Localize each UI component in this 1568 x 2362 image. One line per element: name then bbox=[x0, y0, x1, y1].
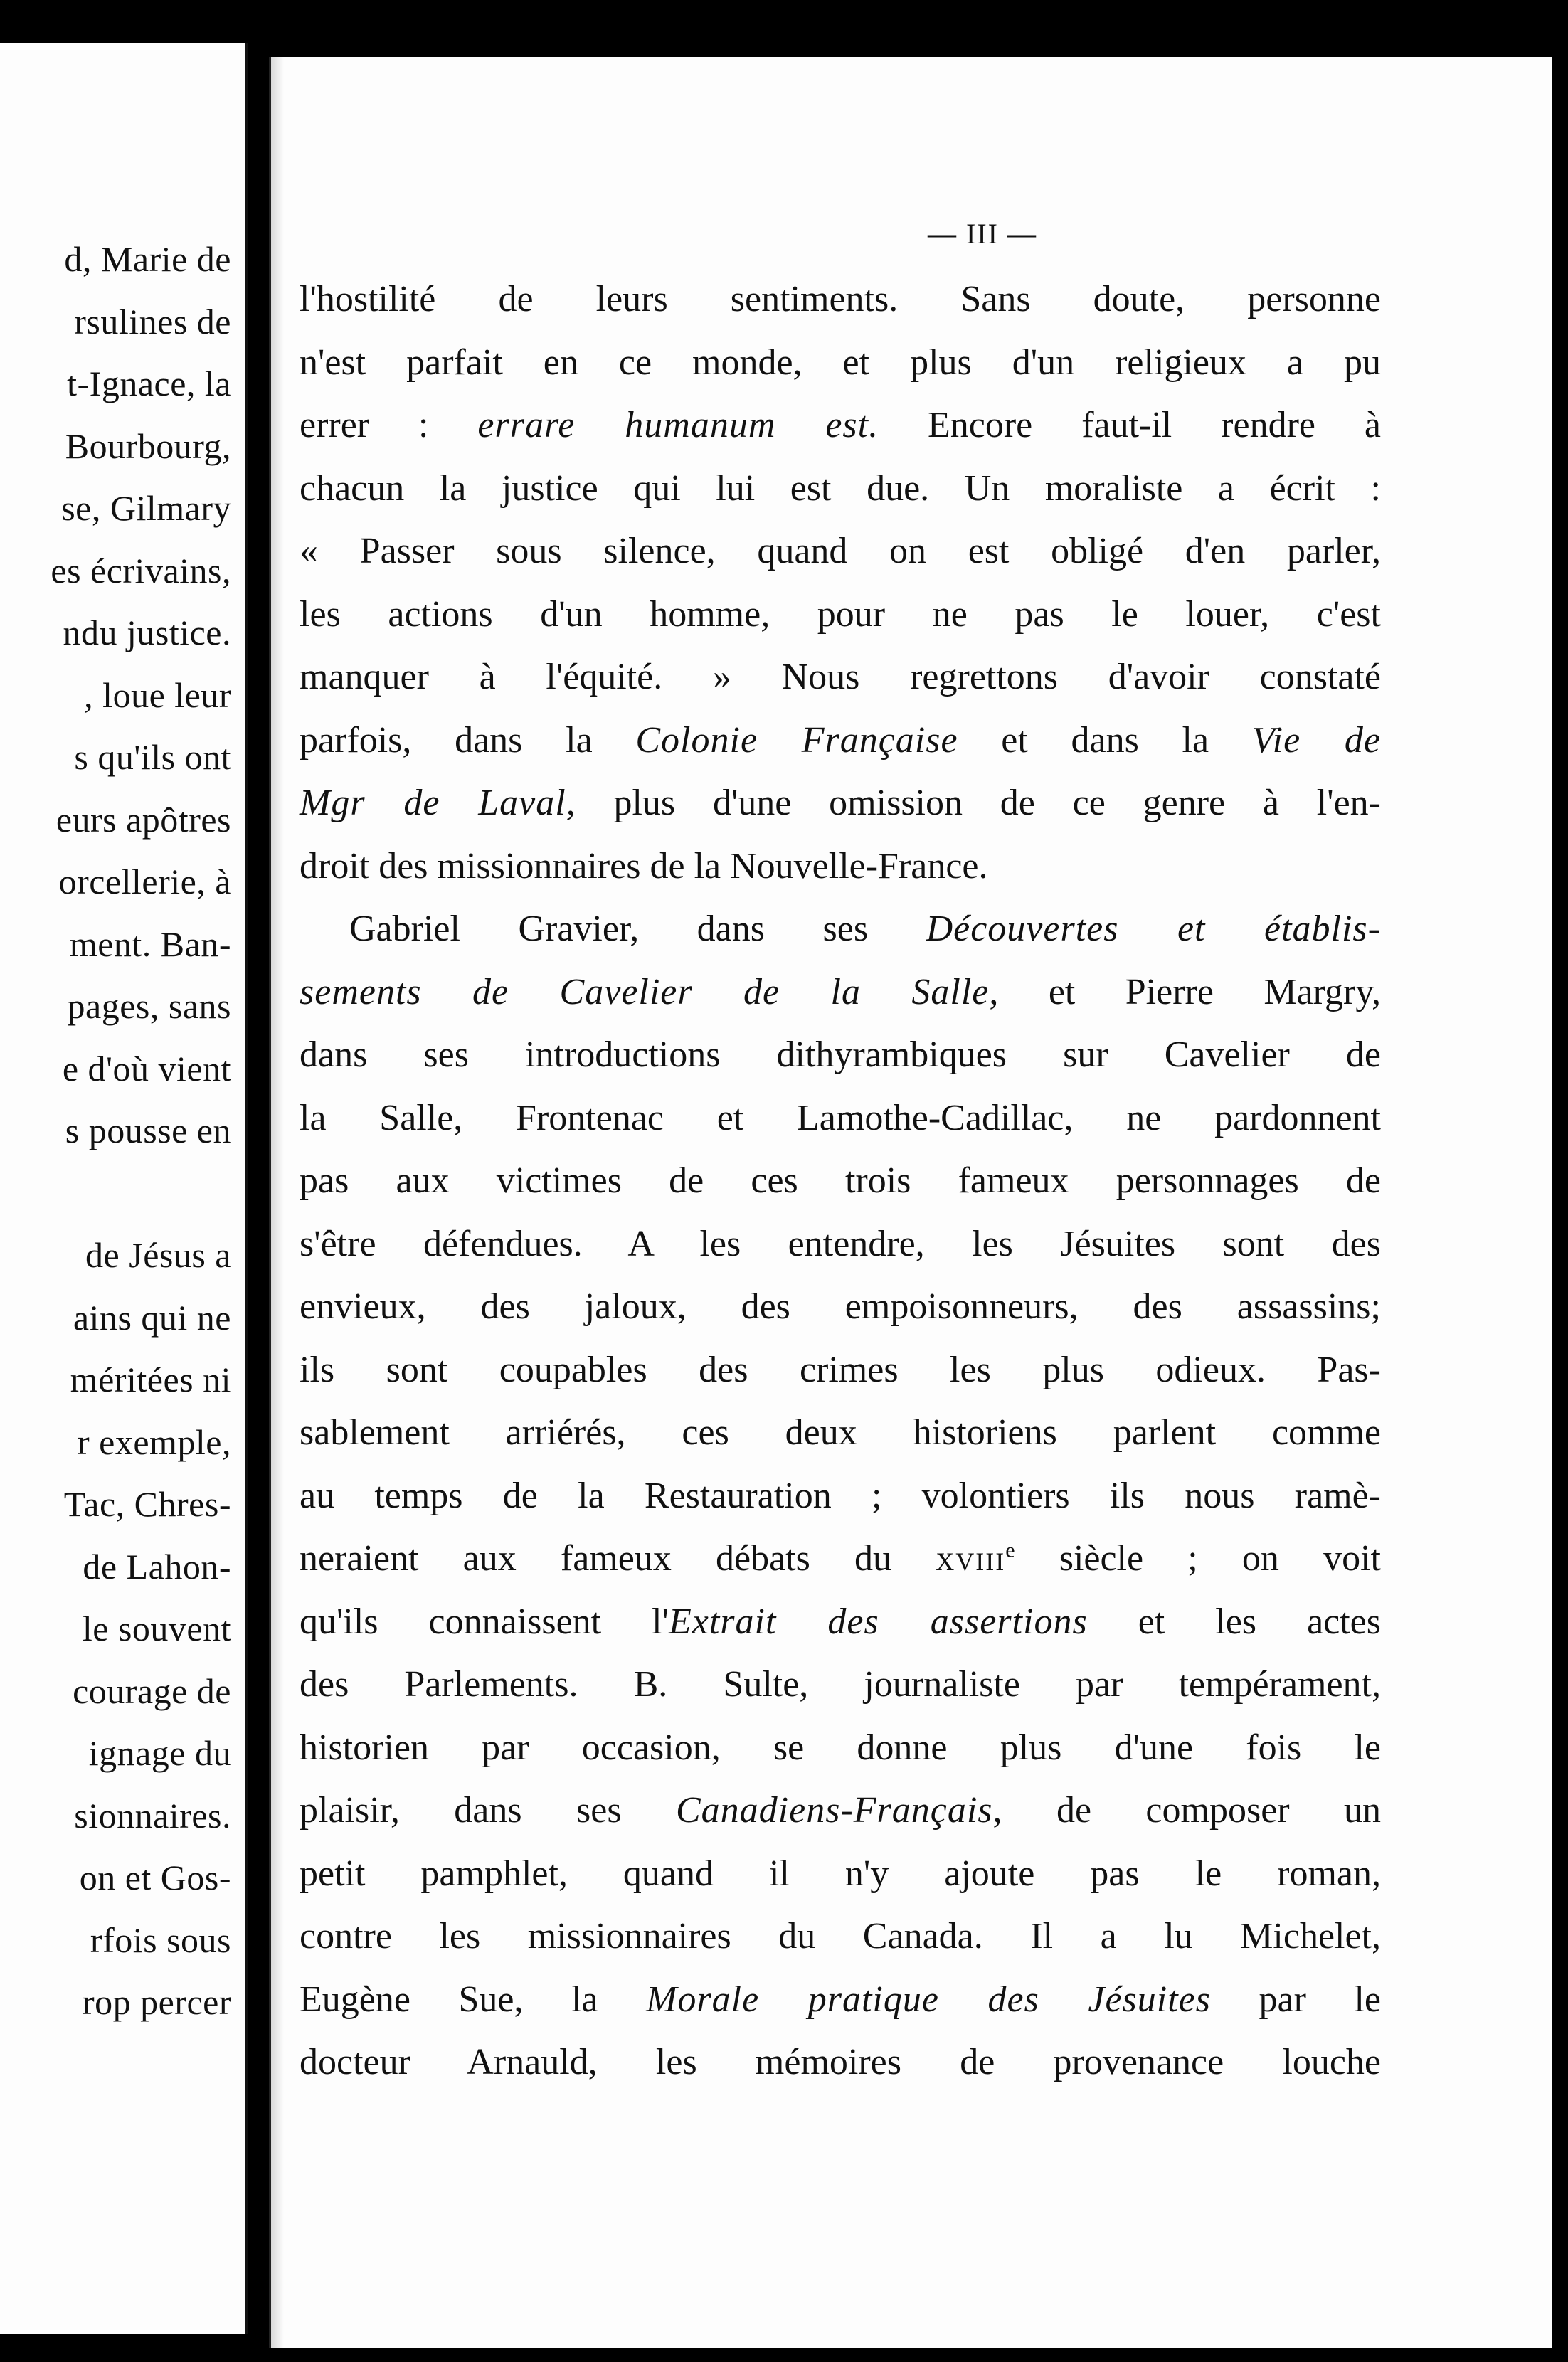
text-line bbox=[300, 1411, 1381, 1455]
italic-text: Découvertes et établis- bbox=[926, 909, 1381, 949]
text-line bbox=[300, 907, 1381, 951]
text-run: , et Pierre Margry, bbox=[989, 971, 1381, 1012]
italic-text: Extrait des assertions bbox=[668, 1601, 1088, 1642]
text-run: , de composer un bbox=[992, 1790, 1381, 1831]
left-page-line: r exemple, bbox=[77, 1421, 231, 1462]
text-run: Eugène Sue, la bbox=[300, 1979, 647, 2020]
text-run: errer : bbox=[300, 405, 478, 445]
left-page-line: t-Ignace, la bbox=[67, 364, 231, 403]
left-page-line: se, Gilmary bbox=[61, 488, 231, 528]
text-run: n'est parfait en ce monde, et plus d'un religieux a pu bbox=[300, 341, 1381, 383]
text-line bbox=[300, 2040, 1381, 2085]
text-line bbox=[300, 1600, 1381, 1644]
left-page-line: on et Gos- bbox=[79, 1858, 231, 1897]
left-page-line: rop percer bbox=[82, 1982, 231, 2022]
left-page-line: ains qui ne bbox=[73, 1297, 231, 1338]
italic-text: Vie de bbox=[1251, 719, 1381, 761]
page-number: — III — bbox=[928, 218, 1037, 250]
left-page-line: de Lahon- bbox=[83, 1546, 231, 1587]
left-page-line: orcellerie, à bbox=[58, 862, 231, 901]
text-run: docteur Arnauld, les mémoires de provenance louche bbox=[300, 2042, 1381, 2082]
text-run: Gabriel Gravier, dans ses bbox=[349, 909, 926, 949]
text-run: et les actes bbox=[1087, 1601, 1381, 1642]
left-page-line: ignage du bbox=[88, 1733, 231, 1773]
text-run: plaisir, dans ses bbox=[300, 1790, 676, 1831]
text-run: manquer à l'équité. » Nous regrettons d'avoir constaté bbox=[300, 657, 1381, 697]
text-run: au temps de la Restauration ; volontiers ils nous ramè- bbox=[300, 1475, 1381, 1516]
text-line bbox=[300, 593, 1381, 637]
text-run: contre les missionnaires du Canada. Il a lu Michelet, bbox=[300, 1916, 1381, 1956]
left-page-fragment bbox=[0, 43, 248, 2334]
text-line bbox=[300, 1222, 1381, 1266]
left-page-line: ndu justice. bbox=[63, 613, 231, 652]
text-run: s'être défendues. A les entendre, les Jésuites sont des bbox=[300, 1223, 1381, 1264]
left-page-line: rsulines de bbox=[74, 301, 231, 341]
left-page-line: , loue leur bbox=[84, 674, 231, 715]
left-page-line: le souvent bbox=[82, 1609, 231, 1648]
text-run: et dans la bbox=[958, 719, 1252, 761]
left-page-line: s qu'ils ont bbox=[74, 737, 231, 777]
left-page-line: rfois sous bbox=[90, 1919, 231, 1960]
text-run: « Passer sous silence, quand on est obligé d'en parler, bbox=[300, 531, 1381, 571]
left-page-line: eurs apôtres bbox=[55, 799, 231, 840]
left-page-line: de Jésus a bbox=[85, 1235, 231, 1275]
right-page bbox=[269, 57, 1552, 2348]
left-page-line: d, Marie de bbox=[64, 239, 231, 279]
text-line bbox=[300, 844, 1381, 889]
text-run: e bbox=[1005, 1538, 1015, 1562]
left-page-line: e d'où vient bbox=[62, 1048, 231, 1089]
text-run: XVIII bbox=[936, 1547, 1006, 1576]
text-line bbox=[300, 1474, 1381, 1518]
left-page-line: pages, sans bbox=[67, 986, 231, 1026]
text-line bbox=[300, 277, 1381, 322]
italic-text: errare humanum est. bbox=[477, 405, 879, 445]
text-line bbox=[300, 1537, 1381, 1584]
text-line bbox=[300, 1159, 1381, 1203]
text-line bbox=[300, 529, 1381, 573]
text-run: chacun la justice qui lui est due. Un moraliste a écrit : bbox=[300, 467, 1381, 509]
italic-text: Mgr de Laval, bbox=[300, 783, 576, 823]
italic-text: Morale pratique des Jésuites bbox=[646, 1979, 1211, 2020]
text-line bbox=[300, 1348, 1381, 1392]
left-page-line: ment. Ban- bbox=[69, 923, 231, 964]
text-line bbox=[300, 1033, 1381, 1077]
text-run: qu'ils connaissent l' bbox=[300, 1601, 669, 1642]
text-line bbox=[300, 1978, 1381, 2022]
text-run: dans ses introductions dithyrambiques sur Cavelier de bbox=[300, 1034, 1381, 1075]
left-page-line: sionnaires. bbox=[74, 1795, 231, 1836]
body-text bbox=[300, 57, 1381, 2348]
text-run: droit des missionnaires de la Nouvelle-France. bbox=[300, 845, 988, 886]
text-run: neraient aux fameux débats du bbox=[300, 1538, 936, 1579]
italic-text: Colonie Française bbox=[635, 719, 958, 761]
text-run: envieux, des jaloux, des empoisonneurs, des assassins; bbox=[300, 1286, 1381, 1327]
text-run: siècle ; on voit bbox=[1015, 1538, 1381, 1579]
text-line bbox=[300, 1915, 1381, 1959]
text-line bbox=[300, 1096, 1381, 1140]
left-page-line: s pousse en bbox=[65, 1111, 231, 1150]
text-line bbox=[300, 781, 1381, 825]
text-run: la Salle, Frontenac et Lamothe-Cadillac, ne pardonnent bbox=[300, 1097, 1381, 1138]
text-line bbox=[300, 1663, 1381, 1707]
left-page-line: courage de bbox=[73, 1670, 231, 1711]
left-page-line: Tac, Chres- bbox=[63, 1484, 231, 1524]
text-run: Encore faut-il rendre à bbox=[879, 405, 1381, 445]
text-line bbox=[300, 1285, 1381, 1329]
text-line bbox=[300, 655, 1381, 699]
text-line bbox=[300, 719, 1381, 763]
text-run: ils sont coupables des crimes les plus odieux. Pas- bbox=[300, 1349, 1381, 1390]
text-line bbox=[300, 341, 1381, 385]
italic-text: Canadiens-Français bbox=[676, 1790, 993, 1831]
left-page-line: méritées ni bbox=[70, 1360, 231, 1399]
left-page-line: Bourbourg, bbox=[65, 425, 231, 466]
text-run: historien par occasion, se donne plus d'une fois le bbox=[300, 1727, 1381, 1768]
text-run: petit pamphlet, quand il n'y ajoute pas le roman, bbox=[300, 1853, 1381, 1894]
text-line bbox=[300, 467, 1381, 511]
text-line bbox=[300, 970, 1381, 1015]
text-run: des Parlements. B. Sulte, journaliste par tempérament, bbox=[300, 1664, 1381, 1705]
left-page-line: es écrivains, bbox=[51, 550, 231, 590]
text-run: l'hostilité de leurs sentiments. Sans doute, personne bbox=[300, 279, 1381, 319]
text-run: par le bbox=[1210, 1979, 1382, 2020]
text-run: parfois, dans la bbox=[300, 719, 636, 761]
text-run: sablement arriérés, ces deux historiens parlent comme bbox=[300, 1412, 1381, 1453]
text-line bbox=[300, 1789, 1381, 1833]
text-run: les actions d'un homme, pour ne pas le louer, c'est bbox=[300, 593, 1381, 635]
text-run: plus d'une omission de ce genre à l'en- bbox=[576, 783, 1381, 823]
text-line bbox=[300, 1726, 1381, 1770]
text-run: pas aux victimes de ces trois fameux personnages de bbox=[300, 1160, 1381, 1201]
text-line bbox=[300, 1852, 1381, 1896]
text-line bbox=[300, 403, 1381, 447]
italic-text: sements de Cavelier de la Salle bbox=[300, 971, 990, 1012]
